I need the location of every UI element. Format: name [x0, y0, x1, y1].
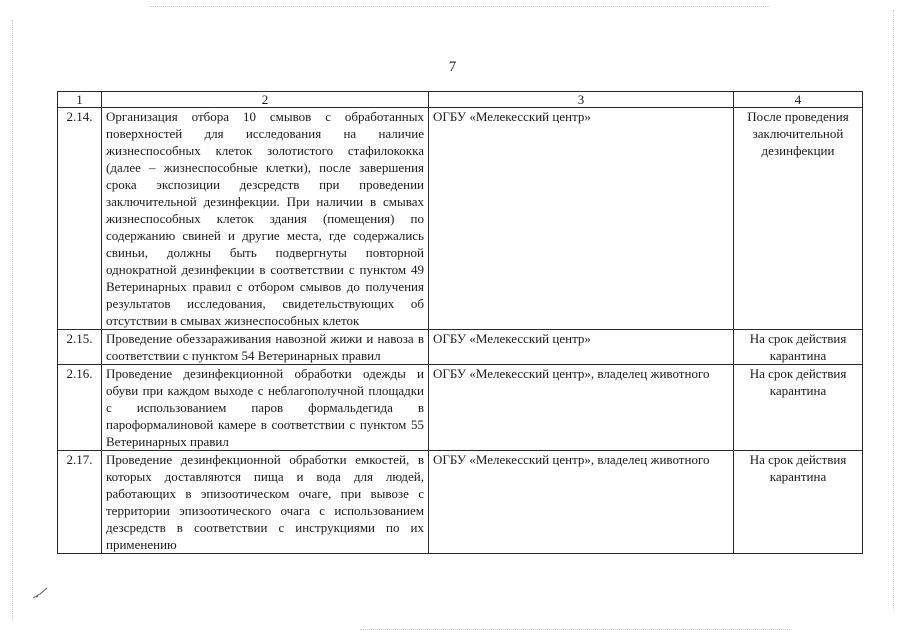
- row-number: 2.15.: [58, 330, 102, 365]
- term-text: На срок действия карантина: [734, 451, 863, 554]
- row-number: 2.14.: [58, 108, 102, 330]
- table-row: [58, 365, 863, 451]
- term-text: На срок действия карантина: [734, 365, 863, 451]
- table-header-row: [58, 92, 863, 108]
- responsible-party: ОГБУ «Мелекесский центр», владелец животного: [429, 365, 734, 451]
- term-text: После проведения заключительной дезинфекции: [734, 108, 863, 330]
- measures-table: [57, 91, 863, 554]
- row-number: 2.17.: [58, 451, 102, 554]
- column-header-term: 4: [734, 92, 863, 108]
- column-header-number: 1: [58, 92, 102, 108]
- measure-text: Проведение дезинфекционной обработки одежды и обуви при каждом выходе с неблагополучной площадки с использованием паров формальдегида в пароформалиновой камере в соответствии с пунктом 55 Ветеринарных правил: [102, 365, 429, 451]
- scan-artifact-top: [150, 6, 770, 8]
- responsible-party: ОГБУ «Мелекесский центр»: [429, 330, 734, 365]
- measure-text: Проведение обеззараживания навозной жижи и навоза в соответствии с пунктом 54 Ветеринарных правил: [102, 330, 429, 365]
- measure-text: Организация отбора 10 смывов с обработанных поверхностей для исследования на наличие жизнеспособных клеток золотистого стафилококка (далее – жизнеспособные клетки), после завершения срока экспозиции дезсредств при проведении заключительной дезинфекции. При наличии в смывах жизнеспособных клеток здания (помещения) по содержанию свиней и другие места, где содержались свиньи, должны быть подвергнуты повторной однократной дезинфекции в соответствии с пунктом 49 Ветеринарных правил с отбором смывов до получения результатов исследования, свидетельствующих об отсутствии в смывах жизнеспособных клеток: [102, 108, 429, 330]
- table-row: [58, 330, 863, 365]
- scan-edge-left: [12, 20, 14, 620]
- scan-edge-right: [893, 10, 895, 610]
- responsible-party: ОГБУ «Мелекесский центр», владелец животного: [429, 451, 734, 554]
- column-header-measure: 2: [102, 92, 429, 108]
- page-number: 7: [448, 59, 457, 75]
- table-row: [58, 451, 863, 554]
- column-header-responsible: 3: [429, 92, 734, 108]
- term-text: На срок действия карантина: [734, 330, 863, 365]
- responsible-party: ОГБУ «Мелекесский центр»: [429, 108, 734, 330]
- measure-text: Проведение дезинфекционной обработки емкостей, в которых доставляются пища и вода для людей, работающих в эпизоотическом очаге, при вывозе с территории эпизоотического очага с использованием дезсредств в соответствии с инструкциями по их применению: [102, 451, 429, 554]
- table-row: [58, 108, 863, 330]
- row-number: 2.16.: [58, 365, 102, 451]
- scan-artifact-bottom: [360, 629, 790, 631]
- pen-mark-icon: [32, 586, 48, 600]
